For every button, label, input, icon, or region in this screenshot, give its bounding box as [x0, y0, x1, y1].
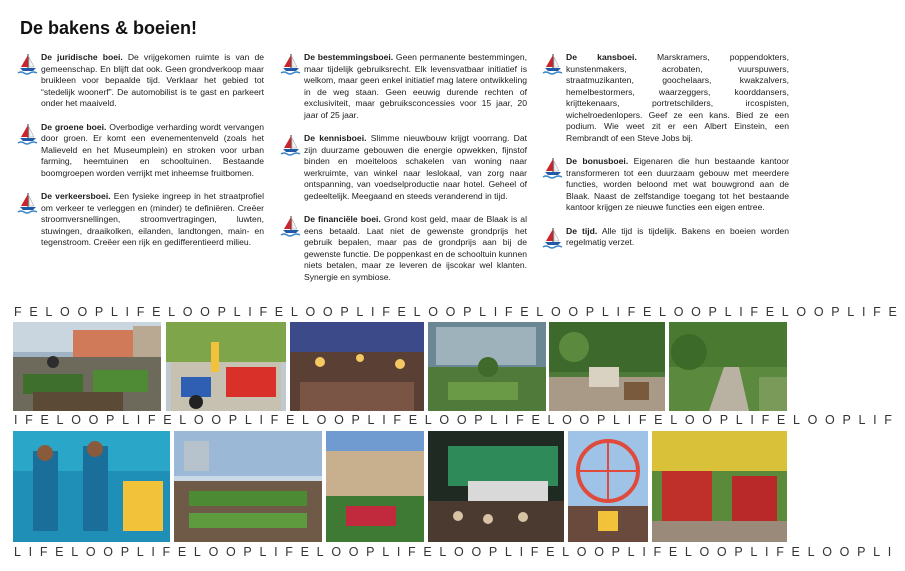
- sailboat-icon: [18, 53, 37, 75]
- photo-playground: [166, 322, 286, 411]
- item-groene-boei: De groene boei. Overbodige verharding wordt vervangen door groen. Er komt een evenementenveld (zoals het Malieveld en het Museumplein) en stroken voor urban farming, heemtuinen en schooltuinen. Bestaande boomgroepen worden verrijkt met inheemse fruitbomen.: [18, 122, 264, 180]
- column-3: [543, 52, 789, 261]
- photo-ferris-wheel: [568, 431, 648, 542]
- item-kennisboei: De kennisboei. Slimme nieuwbouw krijgt voorrang. Dat zijn duurzame gebouwen die energie opwekken, fijnstof binden en moeiteloos schakelen van woning naar werkruimte, van winkel naar leslokaal, van zorg naar ontspanning, van voedselproductie naar hotel. Geheel of gedeeltelijk. Meegaand en steeds veranderend in tijd.: [281, 133, 527, 202]
- item-financiele-boei: De financiële boei. Grond kost geld, maar de Blaak is al eens betaald. Laat niet de gewenste grondprijs het gebruik bepalen, maar pas de grondprijs aan bij de gewenste functie. De poppenkast en de schooltuin kunnen niets betalen, maar ze leveren de ijscokar wel klanten. Synergie en symbiose.: [281, 214, 527, 283]
- sailboat-icon: [543, 53, 562, 75]
- item-bestemmingsboei: De bestemmingsboei. Geen permanente bestemmingen, maar tijdelijk gebruiksrecht. Elk levensvatbaar initiatief is welkom, maar geen enkel initiatief mag latere ontwikkeling in de weg staan. Geen eeuwig durende rechten of exclusiviteit, maar gebruiksconcessies voor 15 jaar, 20 jaar of 25 jaar.: [281, 52, 527, 121]
- sailboat-icon: [543, 227, 562, 249]
- sailboat-icon: [281, 134, 300, 156]
- column-2: [281, 52, 527, 295]
- photo-square-festival: [326, 431, 424, 542]
- sailboat-icon: [18, 123, 37, 145]
- item-tijd: De tijd. Alle tijd is tijdelijk. Bakens en boeien worden regelmatig verzet.: [543, 226, 789, 249]
- photo-rooftop-garden: [13, 322, 161, 411]
- photo-night-market: [290, 322, 424, 411]
- sailboat-icon: [281, 215, 300, 237]
- item-kansboei: De kansboei. Marskramers, poppendokters, kunstenmakers, acrobaten, vuurspuwers, straatmuzikanten, goochelaars, kwakzalvers, hemelbestormers, waarzeggers, koorddansers, krijttekenaars, portretschilders, ircospisten, wichelroedenlopers. Geef ze een kans. Bied ze een podium. Wie weet zit er een Albert Einstein, een Rembrandt of een Steve Jobs bij.: [543, 52, 789, 144]
- photo-rooftop-farm: [174, 431, 322, 542]
- photo-fair-street: [652, 431, 787, 542]
- item-bonusboei: De bonusboei. Eigenaren die hun bestaande kantoor transformeren tot een duurzaam gebouw met meerdere functies, worden beloond met wat bouwgrond aan de Blaak. Naast de zelfstandige toegang tot het bestaande kantoor krijgen ze nieuwe functies een eigen entree.: [543, 156, 789, 214]
- photo-office-plaza: [428, 322, 546, 411]
- sailboat-icon: [281, 53, 300, 75]
- sailboat-icon: [543, 157, 562, 179]
- photo-tree-lane: [669, 322, 787, 411]
- feloop-strip-top: FELOOPLIFELOOPLIFELOOPLIFELOOPLIFELOOPLIFELOOPLIFELOOPLIFE: [14, 305, 905, 319]
- page-title: De bakens & boeien!: [20, 18, 198, 38]
- feloop-strip-middle: IFELOOPLIFELOOPLIFELOOPLIFELOOPLIFELOOPLIFELOOPLIFELOOPLIF: [14, 413, 900, 427]
- item-verkeersboei: De verkeersboei. Een fysieke ingreep in het straatprofiel om verkeer te verleggen en (minder) te definiëren. Creëer stroomversnellingen, stroomvertragingen, luwten, stuwingen, draaikolken, eilanden, landtongen, main- en tegenstroom. Creëer een rijk en gedifferentieerd milieu.: [18, 191, 264, 249]
- sailboat-icon: [18, 192, 37, 214]
- feloop-strip-bottom: LIFELOOPLIFELOOPLIFELOOPLIFELOOPLIFELOOPLIFELOOPLIFELOOPLI: [14, 545, 899, 559]
- photo-park-terrace: [549, 322, 665, 411]
- item-juridische-boei: De juridische boei. De vrijgekomen ruimte is van de gemeenschap. En blijft dat ook. Geen grondverkoop maar bruikleen voor bepaalde tijd. Verklaar het gebied tot “stedelijk woonerf”. De automobilist is te gast en parkeert onder het maaiveld.: [18, 52, 264, 110]
- photo-carnival-dancers: [13, 431, 170, 542]
- column-1: [18, 52, 264, 261]
- photo-stage-concert: [428, 431, 564, 542]
